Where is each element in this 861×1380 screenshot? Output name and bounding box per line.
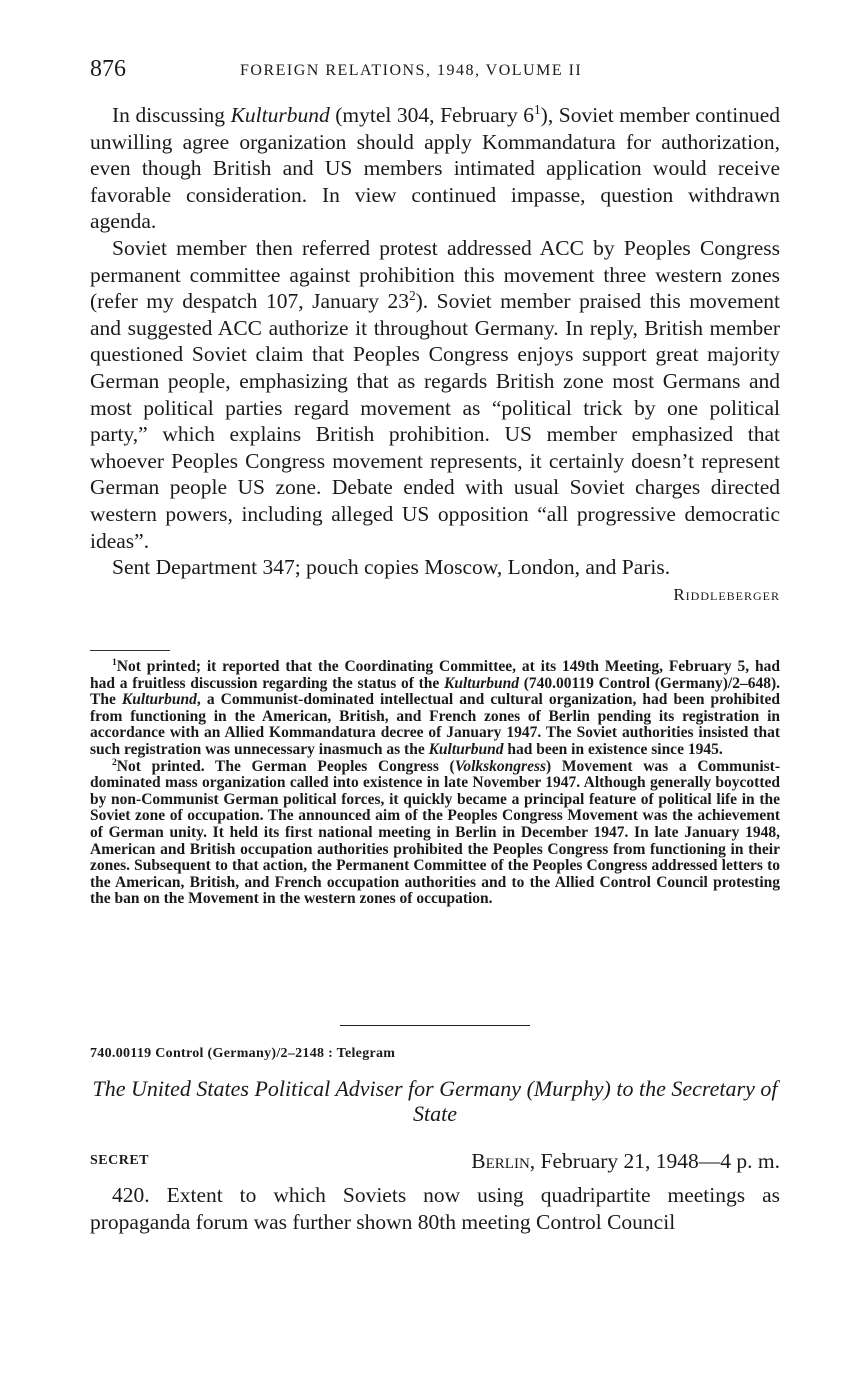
footnote-2: $^2$Not printed. The German Peoples Congress (Volkskongress) Movement was a Communist-dominated mass organization called into existence in late November 1947. Although generally boycotted by non-Communist German political forces, it quickly became a principal feature of political life in the Soviet zone of occupation. The announced aim of the Peoples Congress Movement was the achievement of German unity. It held its first national meeting in Berlin in December 1947. In late January 1948, American and British occupation authorities prohibited the Peoples Congress from functioning in their zones. Subsequent to that action, the Permanent Committee of the Peoples Congress addressed letters to the American, British, and French occupation authorities and to the Allied Control Council protesting the ban on the Movement in the western zones of occupation. bbox=[90, 756, 780, 908]
telegram-body bbox=[90, 102, 780, 605]
dateline: Berlin, February 21, 1948—4 p. m. bbox=[471, 1149, 780, 1173]
classification-label: SECRET bbox=[90, 1153, 150, 1168]
footnote-ref-2: 2 bbox=[408, 288, 416, 303]
section-divider bbox=[340, 1025, 530, 1026]
paragraph-peoples-congress: Soviet member then referred protest addressed ACC by Peoples Congress permanent committee against prohibition this movement three western zones (refer my despatch 107, January $23^2$). Soviet member praised this movement and suggested ACC authorize it throughout Germany. In reply, British member questioned Soviet claim that Peoples Congress enjoys support great majority German people, emphasizing that as regards British zone most Germans and most political parties regard movement as “political trick by one political party,” which explains British prohibition. US member emphasized that whoever Peoples Congress movement represents, it certainly doesn’t represent German people US zone. Debate ended with usual Soviet charges directed western powers, including alleged US opposition “all progressive democratic ideas”. bbox=[90, 235, 781, 553]
page-header bbox=[90, 56, 780, 88]
signature: Riddleberger bbox=[673, 584, 780, 604]
paragraph-420: 420. Extent to which Soviets now using quadripartite meetings as propaganda forum was further shown 80th meeting Control Council bbox=[90, 1183, 780, 1234]
page-number: 876 bbox=[90, 56, 126, 82]
telegram-420-body bbox=[90, 1182, 780, 1235]
footnotes bbox=[90, 656, 781, 908]
running-title: FOREIGN RELATIONS, 1948, VOLUME II bbox=[240, 62, 583, 79]
footnote-ref-1: 1 bbox=[534, 101, 541, 117]
footnote-rule bbox=[90, 650, 170, 651]
document-title: The United States Political Adviser for Germany (Murphy) to the Secretary of State bbox=[92, 1076, 778, 1126]
footnote-1: $^1$Not printed; it reported that the Coordinating Committee, at its 149th Meeting, February 5, had had a fruitless discussion regarding the status of the Kulturbund (740.00119 Control (Germany)/2–648). The Kulturbund, a Communist-dominated intellectual and cultural organization, had been prohibited from functioning in the American, British, and French zones of Berlin pending its registration in accordance with an Allied Kommandatura decree of January 1947. The Soviet authorities insisted that such registration was unnecessary inasmuch as the Kulturbund had been in existence since 1945. bbox=[90, 656, 781, 758]
file-reference: 740.00119 Control (Germany)/2–2148 : Telegram bbox=[90, 1046, 396, 1061]
paragraph-distribution: Sent Department 347; pouch copies Moscow, London, and Paris. bbox=[112, 555, 671, 580]
paragraph-kulturbund: In discussing Kulturbund (mytel 304, February $6^1$), Soviet member continued unwilling agree organization should apply Kommandatura for authorization, even though British and US members intimated application would receive favorable consideration. In view continued impasse, question withdrawn agenda. bbox=[90, 101, 780, 234]
